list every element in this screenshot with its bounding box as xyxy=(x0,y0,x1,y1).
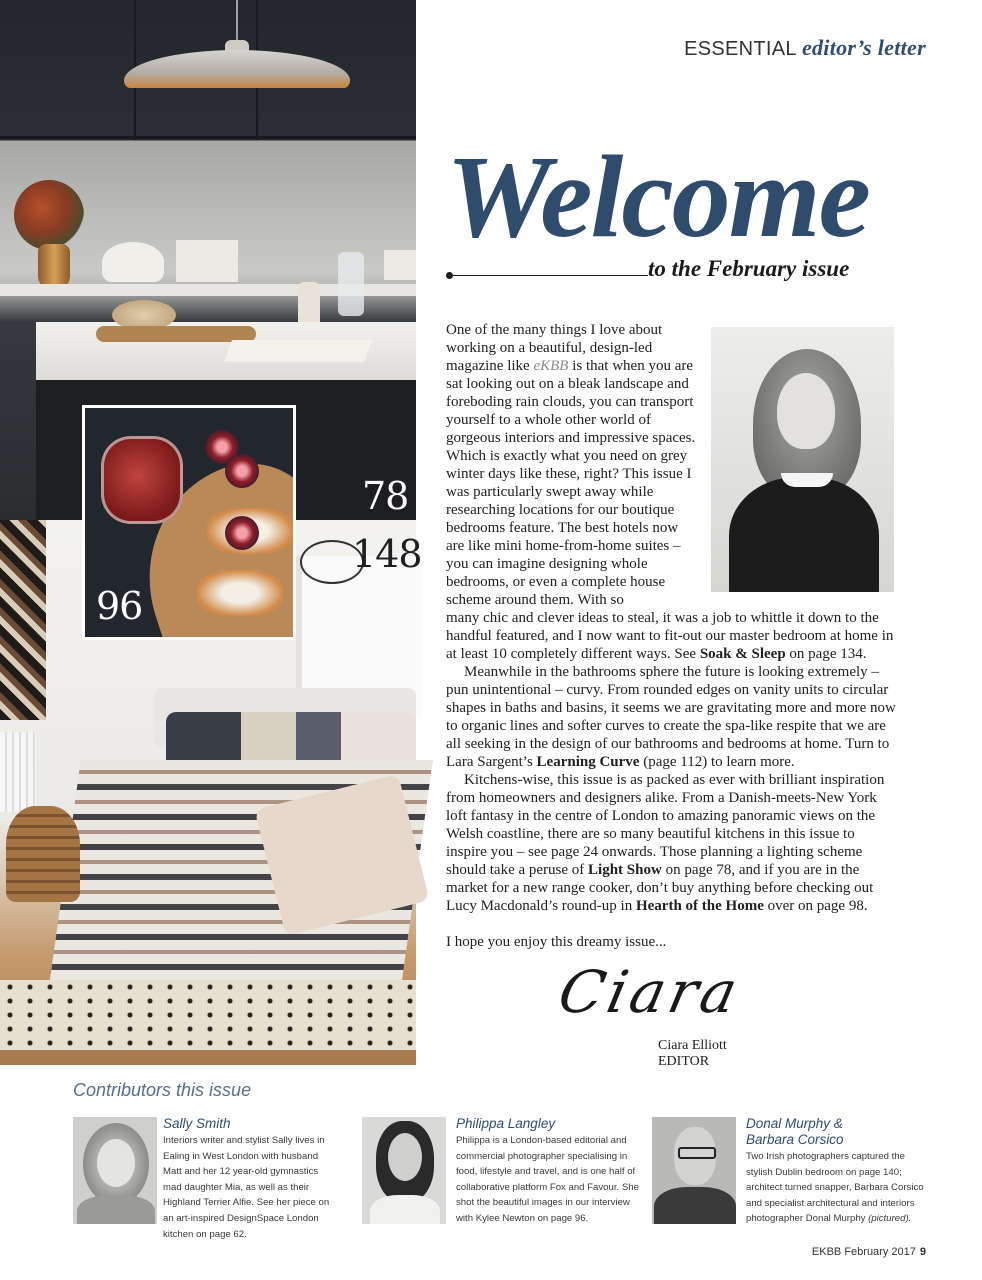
radiator xyxy=(0,732,36,812)
letter-closing: I hope you enjoy this dreamy issue... xyxy=(446,934,667,950)
photo-face xyxy=(97,1139,135,1187)
issue-label: EKBB February 2017 xyxy=(811,1246,916,1258)
section-label-prefix: ESSENTIAL xyxy=(684,38,797,60)
berber-rug xyxy=(0,980,416,1050)
canister xyxy=(176,240,238,282)
editor-signature: Ciara xyxy=(552,958,748,1026)
contributor-name: Philippa Langley xyxy=(456,1116,556,1131)
contributor-bio xyxy=(746,1149,926,1227)
letter-paragraph-2 xyxy=(446,663,898,771)
editor-credit xyxy=(658,1038,727,1070)
cabinet-seam xyxy=(0,136,416,139)
feature-title: Learning Curve xyxy=(536,754,640,770)
page-footer xyxy=(812,1246,926,1258)
letter-body xyxy=(446,609,898,951)
contributor-bio-note: (pictured). xyxy=(868,1213,912,1225)
contributor-photo-donal-murphy xyxy=(652,1117,736,1224)
letter-text: over on page 98. xyxy=(763,898,868,914)
letter-text: is that when you are sat looking out on a bleak landscape and foreboding rain clouds, you can transport yourself to a whole other world of gorgeous interiors and impressive spaces. Which is exactly what you need on grey winter days like these, right? This issue I was particularly swept away while researching locations for our boutique bedrooms feature. The best hotels now are like mini home-from-home suites – you can imagine designing whole bedrooms, or even a complete house scheme around them. With so xyxy=(446,358,696,608)
letter-text: many chic and clever ideas to steal, it was a job to whittle it down to the handful featured, and I now want to fit-out our master bedroom at home in at least 10 completely different ways. See xyxy=(446,610,894,662)
letter-text: One of the many things I love about working on a beautiful, design-led magazine like xyxy=(446,322,663,374)
section-label xyxy=(684,35,926,61)
letter-intro xyxy=(446,321,698,609)
stove-pot xyxy=(384,250,416,280)
contributor-name: Sally Smith xyxy=(163,1116,231,1131)
page-ref-148: 148 xyxy=(352,532,422,576)
flower-arrangement xyxy=(14,180,84,250)
portrait-dress xyxy=(729,477,879,592)
photo-shoulders xyxy=(77,1195,155,1224)
contributor-photo-sally-smith xyxy=(73,1117,157,1224)
toast xyxy=(197,570,283,616)
section-label-title: editor’s letter xyxy=(801,35,926,60)
jam-jar xyxy=(101,436,183,524)
fig xyxy=(225,454,259,488)
contributor-name xyxy=(746,1116,844,1148)
letter-paragraph-1 xyxy=(446,321,698,609)
page-number: 9 xyxy=(919,1246,926,1258)
letter-text: on page 134. xyxy=(785,646,867,662)
teapot xyxy=(102,242,164,282)
feature-title: Hearth of the Home xyxy=(635,898,764,914)
contributor-bio: Interiors writer and stylist Sally lives in Ealing in West London with husband Matt and her 12 year-old gymnastics mad daughter Mia, as well as their Highland Terrier Alfie. See her piece on an art-inspired DesignSpace London kitchen on page 62. xyxy=(163,1135,330,1240)
editor-role: EDITOR xyxy=(658,1054,710,1069)
open-book xyxy=(224,340,372,362)
letter-text: Kitchens-wise, this issue is as packed as ever with brilliant inspiration from homeowners and designers alike. From a Danish-meets-New York loft fantasy in the centre of London to amazing panoramic views on the Welsh coastline, there are so many beautiful kitchens in this issue to inspire you – see page 24 onwards. Those planning a lighting scheme should take a peruse of xyxy=(446,772,885,878)
photo-face xyxy=(388,1133,422,1181)
letter-text: on page 78, and if you are in the market for a new range cooker, don’t buy anything before checking out Lucy Macdonald’s round-up in xyxy=(446,862,874,914)
wooden-stool xyxy=(6,806,80,902)
contributor-bio-text: Two Irish photographers captured the stylish Dublin bedroom on page 140; architect turned snapper, Barbara Corsico and specialist architectural and interiors photographer Donal Murphy xyxy=(746,1151,924,1225)
contributor-name-line-2: Barbara Corsico xyxy=(746,1132,844,1147)
title-rule xyxy=(452,275,648,276)
feature-title: Soak & Sleep xyxy=(699,646,786,662)
wall-tapestry xyxy=(0,520,46,720)
feature-title: Light Show xyxy=(588,862,662,878)
glasses-icon xyxy=(678,1147,716,1159)
glass-bottle xyxy=(338,252,364,316)
fig-slice xyxy=(225,516,259,550)
editor-portrait xyxy=(711,327,894,592)
letter-text: (page 112) to learn more. xyxy=(639,754,795,770)
portrait-collar xyxy=(781,473,833,487)
contributor-name-line-1: Donal Murphy & xyxy=(746,1116,843,1131)
portrait-face xyxy=(777,373,835,449)
page-title: Welcome xyxy=(446,131,869,262)
contributors-heading: Contributors this issue xyxy=(73,1080,252,1100)
photo-shirt xyxy=(370,1195,440,1224)
pendant-lamp xyxy=(124,50,350,88)
page-ref-78: 78 xyxy=(362,474,409,518)
letter-paragraph-1-cont xyxy=(446,609,898,663)
letter-text: Meanwhile in the bathrooms sphere the future is looking extremely – pun unintentional – curvy. From rounded edges on vanity units to circular shapes in baths and basins, it seems we are gravitating more and more now to organic lines and softer curves to create the spa-like respite that we are all seeking in the design of our bathrooms and bedrooms at home. Turn to Lara Sargent’s xyxy=(446,664,896,770)
magazine-name: eKBB xyxy=(533,358,569,374)
contributor-bio: Philippa is a London-based editorial and commercial photographer specialising in food, lifestyle and travel, and is one half of collaborative platform Fox and Favour. She shot the beautiful images in our interview with Kylee Newton on page 96. xyxy=(456,1135,639,1224)
page-subtitle: to the February issue xyxy=(648,256,850,281)
letter-paragraph-3 xyxy=(446,771,898,915)
editor-name: Ciara Elliott xyxy=(658,1038,727,1053)
photo-jacket xyxy=(654,1187,736,1224)
page-ref-96: 96 xyxy=(96,584,143,628)
contributor-photo-philippa-langley xyxy=(362,1117,446,1224)
